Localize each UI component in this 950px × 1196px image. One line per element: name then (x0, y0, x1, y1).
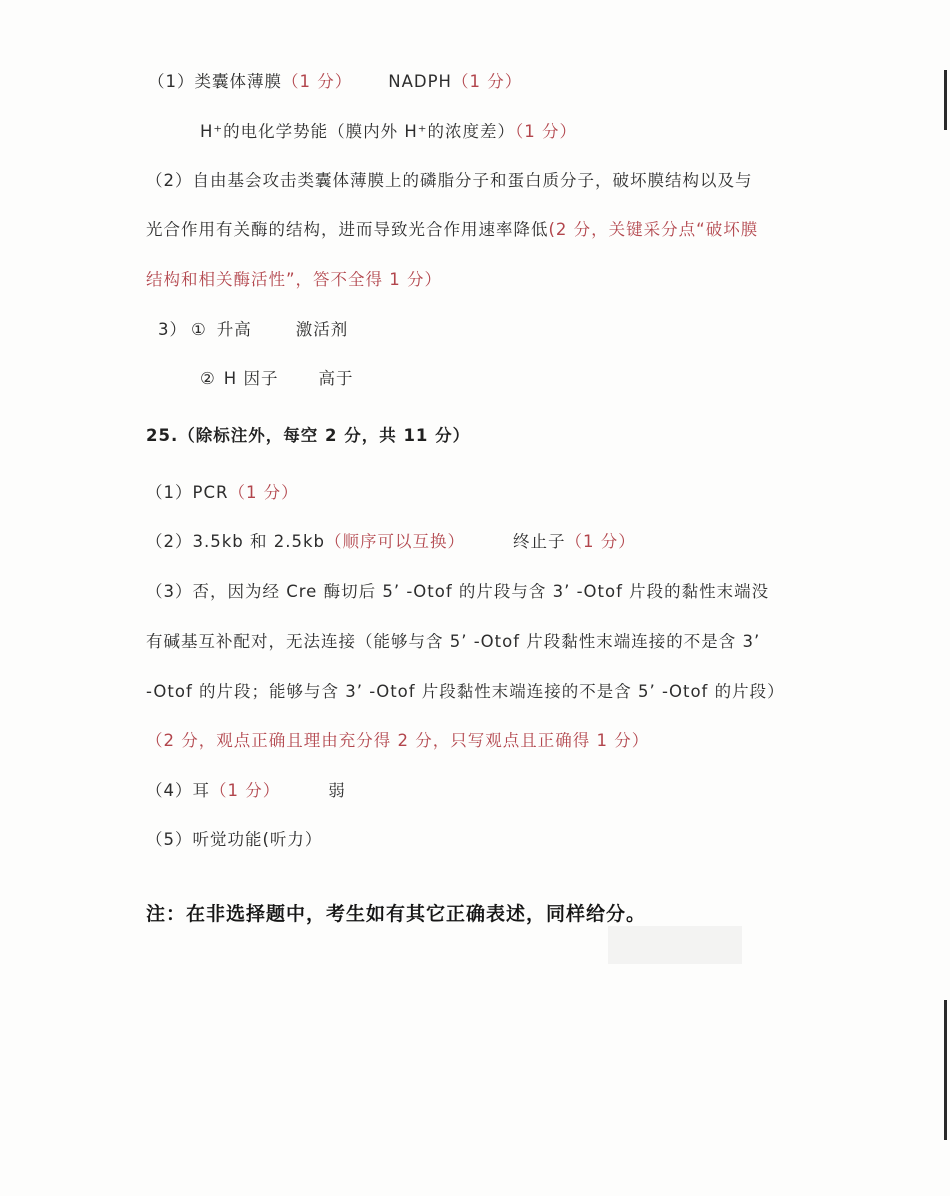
q25-part3-line3: -Otof 的片段；能够与含 3’ -Otof 片段黏性末端连接的不是含 5’ -Otof 的片段） (146, 682, 785, 701)
q24-part1-score-a: （1 分） (282, 72, 353, 91)
q25-part3-line1: （3）否，因为经 Cre 酶切后 5’ -Otof 的片段与含 3’ -Otof 片段的黏性末端没 (146, 582, 770, 601)
q24-part2-score-a: (2 分，关键采分点“破坏膜 (548, 220, 759, 239)
scan-edge-mark-top (944, 70, 947, 130)
q24-part1-line (148, 70, 522, 94)
q25-part3-line2: 有碱基互补配对，无法连接（能够与含 5’ -Otof 片段黏性末端连接的不是含 3’ (146, 632, 761, 651)
q24-part3-answer-3: H 因子 (223, 369, 279, 388)
q25-part1-score: （1 分） (228, 483, 299, 502)
q24-part1-score-b: （1 分） (451, 72, 523, 91)
q25-part4-line (146, 779, 346, 803)
q25-part1-line (146, 481, 299, 505)
q24-part3-line2 (200, 367, 353, 391)
q24-part1-answer-a: （1）类囊体薄膜 (148, 72, 282, 91)
scan-smudge (608, 926, 742, 964)
q24-part1-line2 (200, 120, 577, 144)
q24-part3-answer-4: 高于 (318, 369, 354, 388)
grading-note: 注：在非选择题中，考生如有其它正确表述，同样给分。 (146, 903, 647, 925)
q25-part4-score: （1 分） (210, 781, 281, 800)
scan-edge-mark-bottom (944, 1000, 947, 1140)
q24-part2-line2 (146, 218, 758, 242)
q24-part2-line1: （2）自由基会攻击类囊体薄膜上的磷脂分子和蛋白质分子，破坏膜结构以及与 (146, 171, 753, 190)
q24-part3-line1 (158, 318, 348, 342)
q24-part3-circle-2: ② (200, 369, 216, 388)
q25-part2-answer: （2）3.5kb 和 2.5kb (146, 532, 326, 551)
q25-part4-answer: （4）耳 (146, 781, 210, 800)
q24-part3-number: 3） (158, 320, 187, 339)
q25-part1-answer: （1）PCR (146, 483, 229, 502)
q24-part2-answer-end: 光合作用有关酶的结构，进而导致光合作用速率降低 (146, 220, 549, 239)
q24-part1-score-c: （1 分） (514, 122, 577, 141)
q24-part3-answer-1: 升高 (216, 320, 252, 339)
q25-part5-line: （5）听觉功能(听力） (146, 830, 323, 849)
q24-part1-answer-b: NADPH (388, 72, 452, 91)
q24-part1-answer-c: H⁺的电化学势能（膜内外 H⁺的浓度差） (200, 122, 515, 141)
q24-part3-answer-2: 激活剂 (295, 320, 349, 339)
q25-part2-line (146, 530, 636, 554)
q25-part3-score: （2 分，观点正确且理由充分得 2 分，只写观点且正确得 1 分） (146, 731, 650, 750)
q25-part2-note: （顺序可以互换） (325, 532, 466, 551)
q24-part2-score-b: 结构和相关酶活性”，答不全得 1 分） (146, 270, 443, 289)
q25-heading: 25.（除标注外，每空 2 分，共 11 分） (146, 426, 471, 445)
q25-part2-score: （1 分） (565, 532, 636, 551)
q24-part3-circle-1: ① (191, 320, 207, 339)
q25-part4-answer-b: 弱 (328, 781, 346, 800)
q25-part2-answer-b: 终止子 (513, 532, 566, 551)
